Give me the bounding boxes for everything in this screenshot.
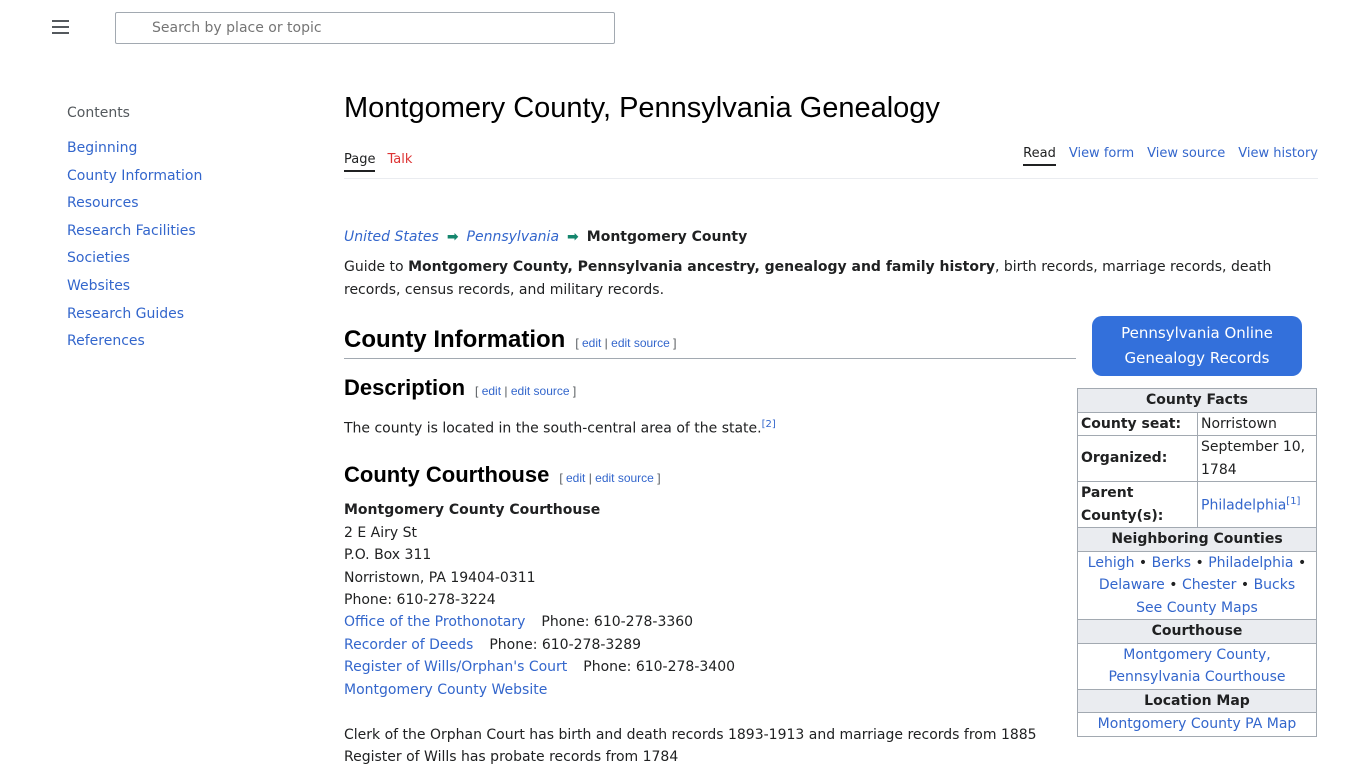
tab-view-source[interactable]: View source [1147, 146, 1226, 161]
neighbor-link[interactable]: Philadelphia [1208, 554, 1294, 571]
tab-view-form[interactable]: View form [1068, 146, 1135, 161]
tab-view-history[interactable]: View history [1238, 146, 1318, 161]
toc-item-websites[interactable]: Websites [67, 277, 131, 294]
section-title: County Information [344, 326, 566, 354]
page-tabs [344, 146, 1318, 179]
parent-cell [1198, 482, 1317, 528]
facts-title: County Facts [1078, 389, 1317, 413]
phone: Phone: 610-278-3400 [583, 659, 736, 676]
intro-post: , birth records, marriage records, death records, census records, and military records. [344, 259, 1272, 298]
parent-label: Parent County(s): [1078, 482, 1198, 528]
courthouse-name: Montgomery County Courthouse [344, 502, 601, 519]
breadcrumb-pennsylvania[interactable]: Pennsylvania [466, 229, 560, 245]
seat-label: County seat: [1078, 412, 1198, 436]
toc-item-beginning[interactable]: Beginning [67, 140, 138, 156]
section-title: County Courthouse [344, 462, 550, 488]
tab-page[interactable]: Page [344, 152, 375, 172]
address-line: Norristown, PA 19404-0311 [344, 569, 536, 586]
toc-heading: Contents [67, 105, 130, 121]
address-line: P.O. Box 311 [344, 547, 432, 564]
edit-link[interactable]: edit [481, 384, 502, 399]
arrow-right-icon: ➡ [567, 229, 579, 245]
neighbors-title: Neighboring Counties [1078, 528, 1317, 552]
note: Register of Wills has probate records from 1784 [344, 749, 679, 766]
courthouse-image-alt[interactable]: Montgomery County, Pennsylvania Courthouse [1108, 646, 1286, 685]
toc-item-research-guides[interactable]: Research Guides [67, 305, 185, 322]
breadcrumb-current: Montgomery County [586, 229, 748, 245]
county-maps-link[interactable]: See County Maps [1136, 599, 1258, 616]
phone: Phone: 610-278-3360 [541, 614, 694, 631]
location-map-title: Location Map [1078, 689, 1317, 713]
tab-read[interactable]: Read [1023, 146, 1056, 166]
edit-source-link[interactable]: edit source [611, 336, 670, 351]
toc-item-county-information[interactable]: County Information [67, 167, 203, 184]
infobox [1077, 316, 1317, 737]
seat-value: Norristown [1198, 412, 1317, 436]
neighbors-cell: Lehigh • Berks • Philadelphia • Delaware • Chester • Bucks See County Maps [1078, 551, 1317, 620]
breadcrumb [344, 226, 1319, 248]
county-facts-table [1077, 388, 1317, 737]
toc-item-references[interactable]: References [67, 333, 145, 350]
parent-county-link[interactable]: Philadelphia [1201, 498, 1287, 515]
county-website-link[interactable]: Montgomery County Website [344, 681, 548, 698]
table-of-contents [67, 105, 202, 361]
edit-source-link[interactable]: edit source [595, 471, 654, 486]
pa-online-records-button[interactable]: Pennsylvania Online Genealogy Records [1092, 316, 1302, 376]
neighbor-link[interactable]: Chester [1181, 577, 1237, 593]
description-body: The county is located in the south-central area of the state. [344, 420, 762, 437]
courthouse-image[interactable] [1078, 643, 1317, 689]
address-line: 2 E Airy St [344, 524, 417, 541]
note: Clerk of the Orphan Court has birth and death records 1893-1913 and marriage records from 1885 [344, 726, 1037, 743]
section-county-information: County Information [ edit | edit source ] [344, 325, 1076, 359]
neighbor-link[interactable]: Berks [1151, 554, 1192, 571]
edit-source-link[interactable]: edit source [510, 384, 570, 399]
section-county-courthouse: County Courthouse [ edit | edit source ] [344, 462, 661, 488]
intro-paragraph [344, 256, 1319, 301]
reference-link[interactable]: [2] [761, 419, 776, 431]
toc-item-research-facilities[interactable]: Research Facilities [67, 222, 196, 239]
toc-item-societies[interactable]: Societies [67, 250, 130, 267]
arrow-right-icon: ➡ [446, 229, 459, 245]
phone: Phone: 610-278-3224 [344, 591, 496, 608]
menu-icon[interactable] [52, 20, 69, 38]
reference-link[interactable]: [1] [1286, 496, 1301, 508]
search-input[interactable] [115, 12, 615, 44]
intro-bold: Montgomery County, Pennsylvania ancestry, genealogy and family history [408, 259, 995, 276]
location-map-alt[interactable]: Montgomery County PA Map [1097, 716, 1297, 732]
section-description: Description [ edit | edit source ] [344, 375, 577, 401]
phone: Phone: 610-278-3289 [489, 636, 642, 653]
prothonotary-link[interactable]: Office of the Prothonotary [344, 614, 526, 631]
toc-item-resources[interactable]: Resources [67, 195, 139, 212]
edit-link[interactable]: edit [566, 471, 586, 486]
edit-link[interactable]: edit [581, 336, 602, 351]
courthouse-title: Courthouse [1078, 620, 1317, 644]
neighbor-link[interactable]: Lehigh [1087, 554, 1135, 571]
neighbor-link[interactable]: Bucks [1253, 577, 1296, 593]
breadcrumb-united-states[interactable]: United States [344, 229, 439, 245]
organized-label: Organized: [1078, 436, 1198, 482]
page-title: Montgomery County, Pennsylvania Genealogy [344, 92, 940, 124]
neighbor-link[interactable]: Delaware [1098, 577, 1165, 593]
tab-talk[interactable]: Talk [387, 152, 413, 167]
intro-pre: Guide to [344, 259, 409, 276]
section-title: Description [344, 375, 466, 401]
recorder-of-deeds-link[interactable]: Recorder of Deeds [344, 636, 474, 653]
location-map-image[interactable] [1078, 713, 1317, 737]
organized-value: September 10, 1784 [1198, 436, 1317, 482]
register-of-wills-link[interactable]: Register of Wills/Orphan's Court [344, 659, 568, 676]
